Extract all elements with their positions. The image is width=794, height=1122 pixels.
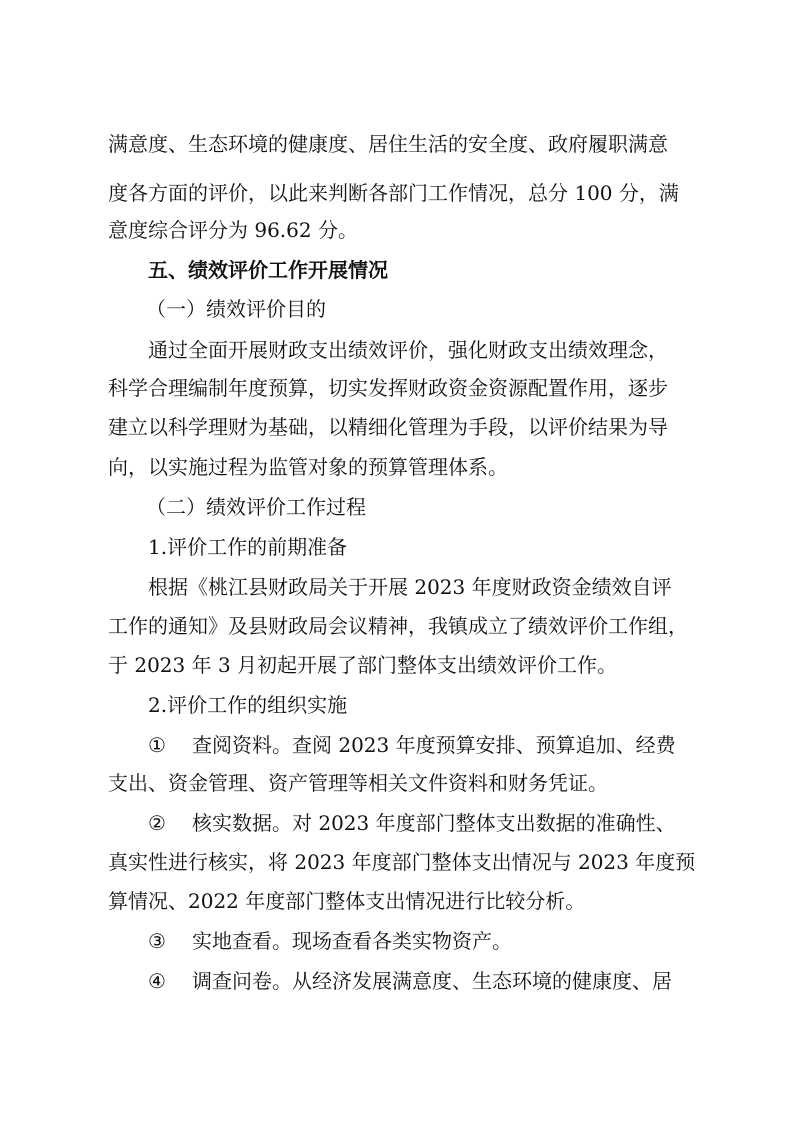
list-item <box>148 811 676 835</box>
subsection-heading: （一）绩效评价目的 <box>146 297 326 321</box>
subsection-heading: （二）绩效评价工作过程 <box>146 495 366 519</box>
list-marker: ② <box>148 811 166 835</box>
list-marker: ③ <box>148 929 166 953</box>
paragraph-line: 通过全面开展财政支出绩效评价，强化财政支出绩效理念， <box>148 338 668 362</box>
list-item <box>148 929 512 953</box>
list-item-text: 核实数据。对 2023 年度部门整体支出数据的准确性、 <box>192 811 676 835</box>
paragraph-line: 支出、资金管理、资产管理等相关文件资料和财务凭证。 <box>108 771 608 795</box>
list-item-text: 查阅资料。查阅 2023 年度预算安排、预算追加、经费 <box>192 733 676 757</box>
paragraph-line: 真实性进行核实，将 2023 年度部门整体支出情况与 2023 年度预 <box>108 850 696 874</box>
list-marker: ④ <box>148 969 166 993</box>
paragraph-line: 意度综合评分为 96.62 分。 <box>108 218 358 242</box>
list-item <box>148 733 676 757</box>
paragraph-line: 根据《桃江县财政局关于开展 2023 年度财政资金绩效自评 <box>148 575 672 599</box>
list-marker: ① <box>148 733 166 757</box>
paragraph-line: 科学合理编制年度预算，切实发挥财政资金资源配置作用，逐步 <box>108 376 668 400</box>
paragraph-line: 于 2023 年 3 月初起开展了部门整体支出绩效评价工作。 <box>108 653 618 677</box>
paragraph-line: 建立以科学理财为基础，以精细化管理为手段，以评价结果为导 <box>108 415 668 439</box>
paragraph-line: 工作的通知》及县财政局会议精神，我镇成立了绩效评价工作组， <box>108 614 688 638</box>
list-item-text: 调查问卷。从经济发展满意度、生态环境的健康度、居 <box>192 969 672 993</box>
list-item-text: 实地查看。现场查看各类实物资产。 <box>192 929 512 953</box>
paragraph-line: 向，以实施过程为监管对象的预算管理体系。 <box>108 455 508 479</box>
paragraph-line: 满意度、生态环境的健康度、居住生活的安全度、政府履职满意 <box>108 132 668 156</box>
item-heading: 1.评价工作的前期准备 <box>148 535 348 559</box>
paragraph-line: 度各方面的评价，以此来判断各部门工作情况，总分 100 分，满 <box>108 181 679 205</box>
section-heading: 五、绩效评价工作开展情况 <box>148 258 388 282</box>
item-heading: 2.评价工作的组织实施 <box>148 693 348 717</box>
paragraph-line: 算情况、2022 年度部门整体支出情况进行比较分析。 <box>108 889 586 913</box>
list-item <box>148 969 672 993</box>
